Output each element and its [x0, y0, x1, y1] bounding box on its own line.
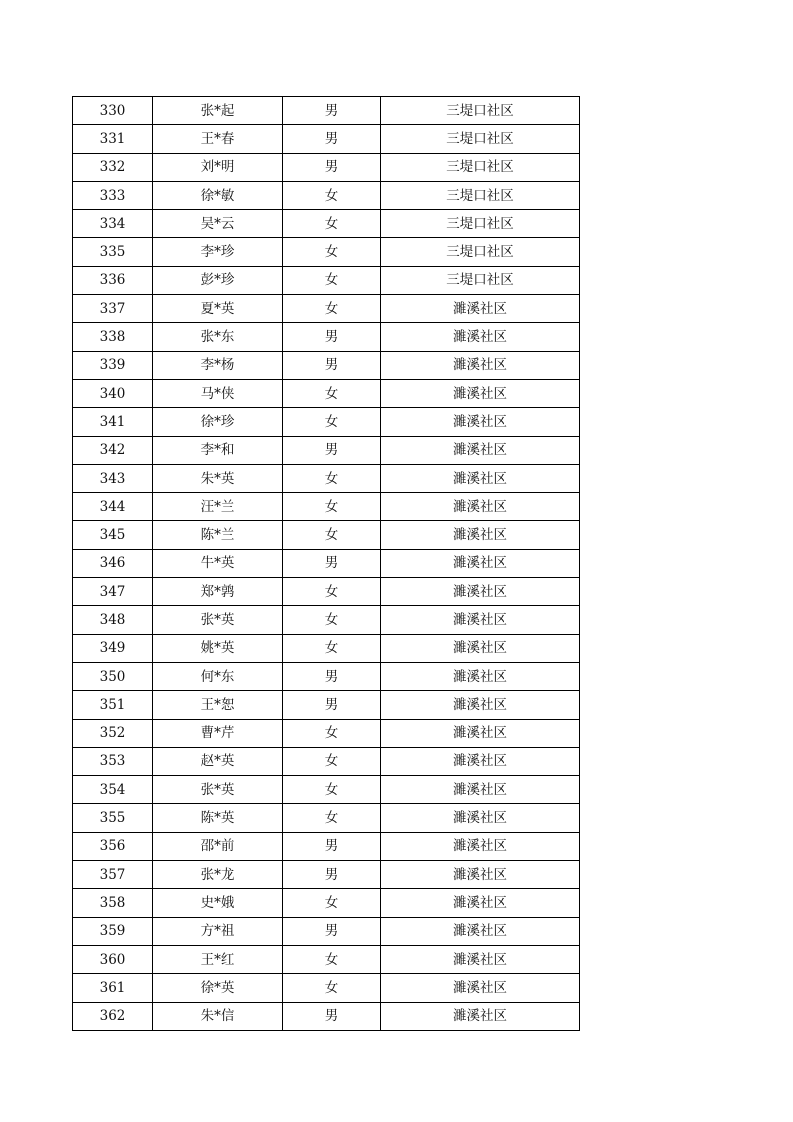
community-cell: 濉溪社区: [381, 549, 580, 577]
community-cell: 三堤口社区: [381, 238, 580, 266]
community-cell: 濉溪社区: [381, 662, 580, 690]
name-cell: 张*英: [153, 606, 283, 634]
community-cell: 濉溪社区: [381, 436, 580, 464]
name-cell: 郑*鹑: [153, 578, 283, 606]
name-cell: 王*春: [153, 125, 283, 153]
gender-cell: 女: [283, 889, 381, 917]
table-row: [73, 917, 580, 945]
row-number-cell: 342: [73, 436, 153, 464]
name-cell: 邵*前: [153, 832, 283, 860]
community-cell: 三堤口社区: [381, 125, 580, 153]
community-cell: 濉溪社区: [381, 776, 580, 804]
gender-cell: 女: [283, 606, 381, 634]
row-number-cell: 335: [73, 238, 153, 266]
table-row: [73, 266, 580, 294]
table-row: [73, 323, 580, 351]
table-row: [73, 945, 580, 973]
name-cell: 张*英: [153, 776, 283, 804]
row-number-cell: 352: [73, 719, 153, 747]
row-number-cell: 344: [73, 493, 153, 521]
table-row: [73, 97, 580, 125]
community-cell: 濉溪社区: [381, 323, 580, 351]
gender-cell: 男: [283, 351, 381, 379]
table-row: [73, 521, 580, 549]
name-cell: 曹*芹: [153, 719, 283, 747]
row-number-cell: 350: [73, 662, 153, 690]
row-number-cell: 340: [73, 379, 153, 407]
gender-cell: 女: [283, 747, 381, 775]
name-cell: 史*娥: [153, 889, 283, 917]
row-number-cell: 334: [73, 210, 153, 238]
gender-cell: 男: [283, 861, 381, 889]
name-cell: 方*祖: [153, 917, 283, 945]
table-row: [73, 181, 580, 209]
community-cell: 濉溪社区: [381, 351, 580, 379]
gender-cell: 女: [283, 238, 381, 266]
gender-cell: 女: [283, 776, 381, 804]
community-cell: 三堤口社区: [381, 181, 580, 209]
table-row: [73, 691, 580, 719]
table-row: [73, 408, 580, 436]
table-row: [73, 125, 580, 153]
community-cell: 濉溪社区: [381, 606, 580, 634]
gender-cell: 女: [283, 493, 381, 521]
row-number-cell: 347: [73, 578, 153, 606]
row-number-cell: 337: [73, 295, 153, 323]
row-number-cell: 360: [73, 945, 153, 973]
community-cell: 濉溪社区: [381, 295, 580, 323]
community-cell: 三堤口社区: [381, 210, 580, 238]
row-number-cell: 349: [73, 634, 153, 662]
name-cell: 张*龙: [153, 861, 283, 889]
gender-cell: 女: [283, 266, 381, 294]
table-row: [73, 436, 580, 464]
name-cell: 朱*英: [153, 464, 283, 492]
row-number-cell: 345: [73, 521, 153, 549]
table-row: [73, 549, 580, 577]
community-cell: 三堤口社区: [381, 153, 580, 181]
table-row: [73, 747, 580, 775]
row-number-cell: 358: [73, 889, 153, 917]
gender-cell: 男: [283, 125, 381, 153]
name-cell: 张*东: [153, 323, 283, 351]
community-cell: 濉溪社区: [381, 889, 580, 917]
community-cell: 濉溪社区: [381, 945, 580, 973]
gender-cell: 女: [283, 379, 381, 407]
gender-cell: 男: [283, 549, 381, 577]
table-row: [73, 634, 580, 662]
table-row: [73, 719, 580, 747]
table-row: [73, 974, 580, 1002]
row-number-cell: 361: [73, 974, 153, 1002]
gender-cell: 男: [283, 323, 381, 351]
row-number-cell: 346: [73, 549, 153, 577]
gender-cell: 女: [283, 521, 381, 549]
table-row: [73, 153, 580, 181]
name-cell: 刘*明: [153, 153, 283, 181]
community-cell: 濉溪社区: [381, 634, 580, 662]
community-cell: 濉溪社区: [381, 832, 580, 860]
table-row: [73, 210, 580, 238]
name-cell: 李*和: [153, 436, 283, 464]
gender-cell: 女: [283, 464, 381, 492]
name-cell: 何*东: [153, 662, 283, 690]
name-cell: 汪*兰: [153, 493, 283, 521]
name-cell: 李*杨: [153, 351, 283, 379]
community-cell: 濉溪社区: [381, 747, 580, 775]
row-number-cell: 353: [73, 747, 153, 775]
row-number-cell: 338: [73, 323, 153, 351]
row-number-cell: 339: [73, 351, 153, 379]
table-row: [73, 351, 580, 379]
name-cell: 陈*兰: [153, 521, 283, 549]
name-cell: 徐*英: [153, 974, 283, 1002]
gender-cell: 女: [283, 181, 381, 209]
community-cell: 濉溪社区: [381, 719, 580, 747]
row-number-cell: 351: [73, 691, 153, 719]
gender-cell: 女: [283, 945, 381, 973]
row-number-cell: 354: [73, 776, 153, 804]
name-cell: 王*红: [153, 945, 283, 973]
name-cell: 徐*敏: [153, 181, 283, 209]
community-cell: 濉溪社区: [381, 804, 580, 832]
table-row: [73, 578, 580, 606]
community-cell: 濉溪社区: [381, 578, 580, 606]
community-cell: 三堤口社区: [381, 97, 580, 125]
table-row: [73, 861, 580, 889]
table-row: [73, 889, 580, 917]
table-row: [73, 776, 580, 804]
community-cell: 濉溪社区: [381, 408, 580, 436]
row-number-cell: 348: [73, 606, 153, 634]
gender-cell: 女: [283, 295, 381, 323]
gender-cell: 男: [283, 832, 381, 860]
name-cell: 张*起: [153, 97, 283, 125]
name-cell: 李*珍: [153, 238, 283, 266]
community-cell: 濉溪社区: [381, 691, 580, 719]
table-row: [73, 832, 580, 860]
row-number-cell: 355: [73, 804, 153, 832]
row-number-cell: 356: [73, 832, 153, 860]
community-cell: 三堤口社区: [381, 266, 580, 294]
row-number-cell: 343: [73, 464, 153, 492]
gender-cell: 女: [283, 578, 381, 606]
gender-cell: 男: [283, 97, 381, 125]
table-row: [73, 379, 580, 407]
table-row: [73, 464, 580, 492]
community-cell: 濉溪社区: [381, 974, 580, 1002]
gender-cell: 男: [283, 1002, 381, 1030]
table-row: [73, 1002, 580, 1030]
row-number-cell: 341: [73, 408, 153, 436]
table-row: [73, 804, 580, 832]
row-number-cell: 359: [73, 917, 153, 945]
name-cell: 徐*珍: [153, 408, 283, 436]
gender-cell: 女: [283, 408, 381, 436]
name-cell: 姚*英: [153, 634, 283, 662]
community-cell: 濉溪社区: [381, 861, 580, 889]
gender-cell: 男: [283, 662, 381, 690]
community-cell: 濉溪社区: [381, 493, 580, 521]
table-row: [73, 606, 580, 634]
table-row: [73, 238, 580, 266]
table-row: [73, 662, 580, 690]
gender-cell: 男: [283, 691, 381, 719]
gender-cell: 男: [283, 153, 381, 181]
name-cell: 夏*英: [153, 295, 283, 323]
row-number-cell: 331: [73, 125, 153, 153]
name-cell: 赵*英: [153, 747, 283, 775]
gender-cell: 女: [283, 210, 381, 238]
table-row: [73, 493, 580, 521]
gender-cell: 女: [283, 804, 381, 832]
community-cell: 濉溪社区: [381, 917, 580, 945]
gender-cell: 女: [283, 634, 381, 662]
gender-cell: 女: [283, 974, 381, 1002]
community-cell: 濉溪社区: [381, 379, 580, 407]
name-cell: 牛*英: [153, 549, 283, 577]
community-cell: 濉溪社区: [381, 521, 580, 549]
row-number-cell: 357: [73, 861, 153, 889]
name-cell: 彭*珍: [153, 266, 283, 294]
name-cell: 吴*云: [153, 210, 283, 238]
table-row: [73, 295, 580, 323]
name-cell: 朱*信: [153, 1002, 283, 1030]
row-number-cell: 332: [73, 153, 153, 181]
name-cell: 王*恕: [153, 691, 283, 719]
name-cell: 马*侠: [153, 379, 283, 407]
community-cell: 濉溪社区: [381, 464, 580, 492]
row-number-cell: 333: [73, 181, 153, 209]
row-number-cell: 330: [73, 97, 153, 125]
gender-cell: 女: [283, 719, 381, 747]
gender-cell: 男: [283, 917, 381, 945]
name-cell: 陈*英: [153, 804, 283, 832]
roster-table-body: [73, 97, 580, 1031]
row-number-cell: 362: [73, 1002, 153, 1030]
gender-cell: 男: [283, 436, 381, 464]
roster-table: [72, 96, 580, 1031]
community-cell: 濉溪社区: [381, 1002, 580, 1030]
row-number-cell: 336: [73, 266, 153, 294]
